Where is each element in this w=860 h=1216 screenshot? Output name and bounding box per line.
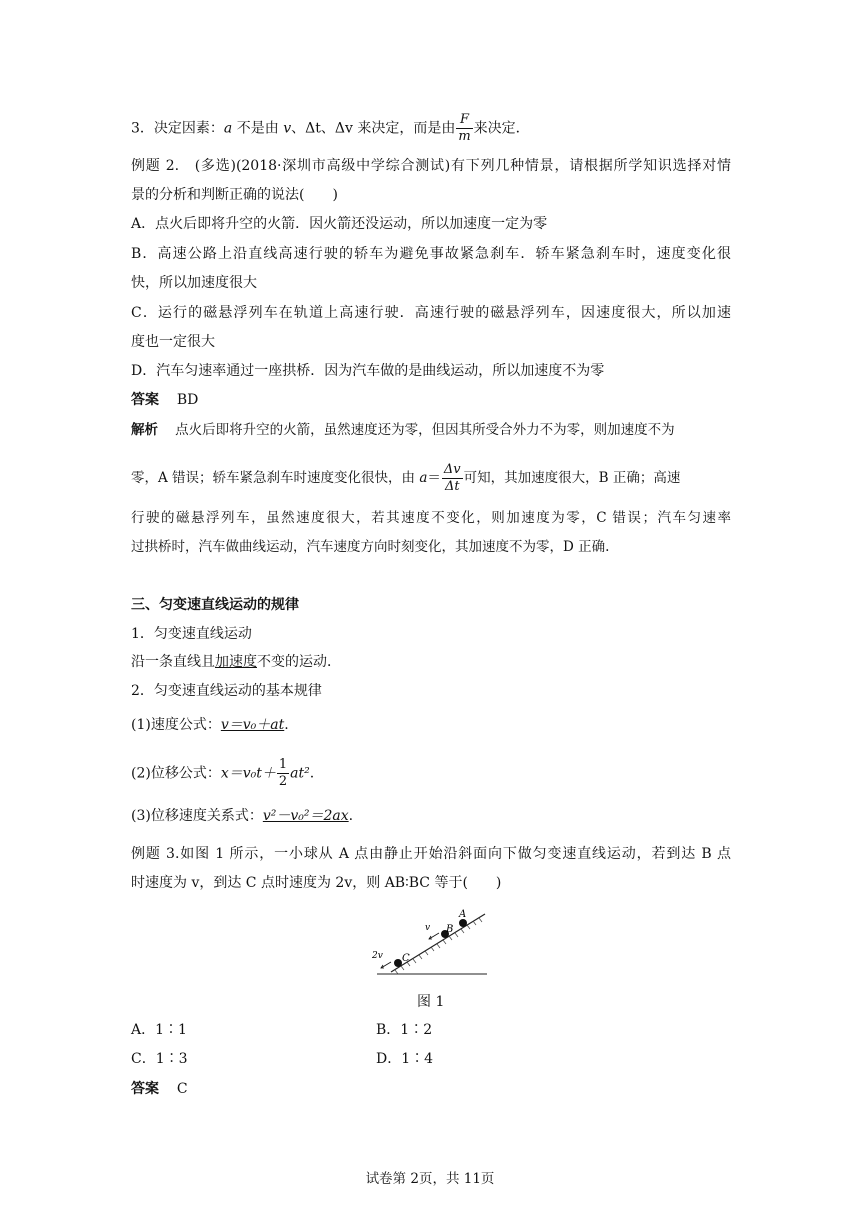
page-footer: 试卷第 2页，共 11页 (365, 1171, 495, 1187)
fraction-denominator: Δt (444, 479, 460, 494)
answer-label: 答案 (131, 392, 159, 408)
section-3-title: 三、匀变速直线运动的规律 (131, 597, 299, 613)
incline-figure (365, 908, 495, 980)
velocity-formula (131, 715, 731, 735)
uniform-acceleration-definition (131, 652, 731, 672)
fraction-denominator: 2 (278, 774, 288, 789)
answer-label: 答案 (131, 1081, 159, 1097)
formula-label: (3)位移速度关系式： (131, 808, 263, 824)
text: . (284, 717, 289, 733)
example-3-stem-line2: 时速度为 v，到达 C 点时速度为 2v，则 AB∶BC 等于( ) (131, 875, 502, 891)
label-c: C (402, 953, 410, 964)
fraction-f-over-m (456, 112, 472, 145)
section-3-item-1: 1．匀变速直线运动 (131, 626, 252, 642)
arrow-v (429, 933, 439, 939)
arrow-2v (381, 962, 391, 968)
text: 3．决定因素： (131, 120, 224, 137)
text: 、 (291, 120, 306, 137)
example-3-answer (131, 1079, 731, 1099)
incline-hatching (395, 918, 482, 974)
text: 、 (320, 120, 335, 137)
example-3-option-b: B．1∶2 (376, 1022, 433, 1038)
example-3-option-c: C．1∶3 (131, 1051, 188, 1067)
example-2-stem-line1: 例题 2. (多选)(2018·深圳市高级中学综合测试)有下列几种情景，请根据所学知识选择对情 (131, 158, 731, 174)
symbol-v: v (283, 120, 292, 137)
symbol-dt: Δt (305, 120, 321, 137)
example-2-option-d: D．汽车匀速率通过一座拱桥．因为汽车做的是曲线运动，所以加速度不为零 (131, 363, 605, 379)
underlined-term: 加速度 (215, 654, 257, 670)
text: 不变的运动． (257, 654, 341, 670)
displacement-formula (131, 757, 731, 790)
text: 来决定，而是由 (352, 120, 456, 137)
formula-label: (1)速度公式： (131, 717, 221, 733)
example-2-option-b-line2: 快，所以加速度很大 (131, 275, 257, 291)
example-3-option-a: A．1∶1 (131, 1022, 187, 1038)
formula: v²－v₀²＝2ax (262, 808, 349, 824)
example-2-option-c-line2: 度也一定很大 (131, 334, 215, 350)
example-3-stem-line1: 例题 3.如图 1 所示，一小球从 A 点由静止开始沿斜面向下做匀变速直线运动，若到达 B 点 (131, 846, 731, 862)
symbol-dv: Δv (334, 120, 353, 137)
symbol-a: a (223, 120, 233, 137)
text: 沿一条直线且 (131, 654, 215, 670)
formula: v＝v₀＋at (220, 717, 285, 733)
section-3-item-2: 2．匀变速直线运动的基本规律 (131, 683, 322, 699)
answer-value: BD (176, 392, 199, 408)
decision-factor-line (131, 112, 731, 145)
fraction-dv-over-dt (442, 462, 463, 495)
formula-label: (2)位移公式： (131, 765, 221, 782)
analysis-label: 解析 (131, 422, 158, 438)
fraction-denominator: m (458, 129, 471, 144)
example-2-analysis-line4: 过拱桥时，汽车做曲线运动，汽车速度方向时刻变化，其加速度不为零，D 正确. (131, 539, 610, 555)
text: 不是由 (232, 120, 284, 137)
fraction-numerator: Δv (443, 462, 461, 477)
ball-c (394, 959, 402, 967)
text: 来决定． (473, 120, 530, 137)
label-2v: 2v (372, 951, 383, 961)
formula: x＝v₀t＋ (220, 765, 276, 782)
example-2-analysis-line2 (131, 462, 731, 495)
analysis-text: 零，A 错误；轿车紧急刹车时速度变化很快，由 (131, 470, 420, 486)
fraction-numerator: 1 (278, 757, 288, 772)
label-b: B (446, 924, 454, 935)
example-2-answer (131, 390, 731, 410)
example-2-stem-line2: 景的分析和判断正确的说法( ) (131, 187, 338, 203)
ball-a (459, 919, 467, 927)
example-2-option-a: A．点火后即将升空的火箭．因火箭还没运动，所以加速度一定为零 (131, 216, 548, 232)
figure-caption: 图 1 (417, 994, 445, 1010)
fraction-one-half (277, 757, 289, 790)
example-3-option-d: D．1∶4 (376, 1051, 434, 1067)
answer-value: C (176, 1081, 188, 1097)
velocity-displacement-formula (131, 806, 731, 826)
example-2-analysis-line1 (131, 420, 731, 440)
example-2-option-c-line1: C．运行的磁悬浮列车在轨道上高速行驶．高速行驶的磁悬浮列车，因速度很大，所以加速 (131, 305, 731, 321)
label-a: A (459, 909, 467, 920)
equals-sign: ＝ (427, 470, 441, 486)
symbol-a: a (419, 470, 428, 486)
example-2-option-b-line1: B．高速公路上沿直线高速行驶的轿车为避免事故紧急刹车．轿车紧急刹车时，速度变化很 (131, 246, 731, 262)
analysis-text: 点火后即将升空的火箭，虽然速度还为零，但因其所受合外力不为零，则加速度不为 (175, 422, 675, 438)
formula: at² (290, 765, 310, 782)
fraction-numerator: F (456, 112, 472, 129)
analysis-text: 可知，其加速度很大，B 正确；高速 (463, 470, 681, 486)
example-2-analysis-line3: 行驶的磁悬浮列车，虽然速度很大，若其速度不变化，则加速度为零，C 错误；汽车匀速率 (131, 510, 731, 526)
text: . (309, 765, 315, 782)
text: . (348, 808, 354, 824)
label-v: v (425, 923, 431, 933)
